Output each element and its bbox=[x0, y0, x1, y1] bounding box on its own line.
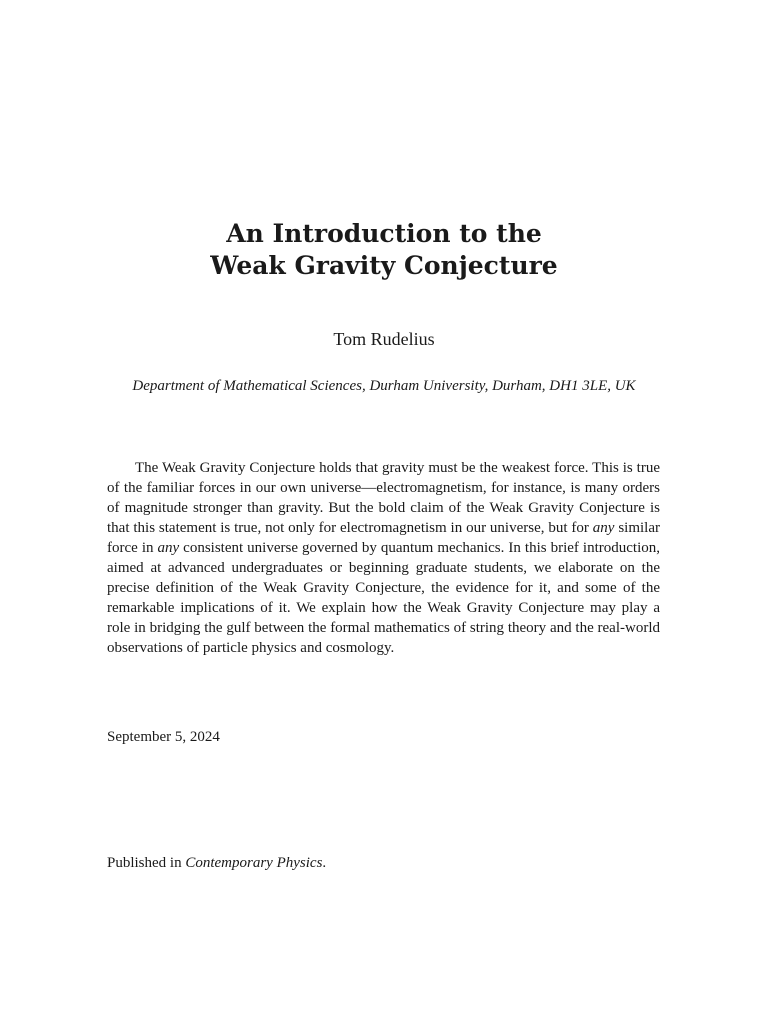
publication-prefix: Published in bbox=[107, 855, 186, 871]
publication-date: September 5, 2024 bbox=[107, 729, 220, 745]
publication-note bbox=[107, 853, 326, 873]
publication-suffix: . bbox=[322, 855, 327, 871]
paper-title-line-2: Weak Gravity Conjecture bbox=[210, 251, 558, 280]
abstract-emphasis-1: any bbox=[592, 520, 615, 536]
abstract-paragraph bbox=[107, 458, 660, 658]
paper-title-line-1: An Introduction to the bbox=[226, 219, 542, 248]
author-name: Tom Rudelius bbox=[333, 329, 435, 349]
journal-name: Contemporary Physics bbox=[185, 855, 323, 871]
author-affiliation: Department of Mathematical Sciences, Durham University, Durham, DH1 3LE, UK bbox=[132, 378, 636, 394]
abstract-emphasis-2: any bbox=[157, 540, 180, 556]
paper-title bbox=[0, 218, 768, 282]
abstract-text-1: The Weak Gravity Conjecture holds that gravity must be the weakest force. This is true of the familiar forces in our own universe—electromagnetism, for instance, is many orders of magnitude stronger than gravity. But the bold claim of the Weak Gravity Conjecture is that this statement is true, not only for electromagnetism in our universe, but for bbox=[107, 460, 660, 536]
abstract-text-3: consistent universe governed by quantum mechanics. In this brief introduction, aimed at advanced undergraduates or beginning graduate students, we elaborate on the precise definition of the Weak Gravity Conjecture, the evidence for it, and some of the remarkable implications of it. We explain how the Weak Gravity Conjecture may play a role in bridging the gulf between the formal mathematics of string theory and the real-world observations of particle physics and cosmology. bbox=[107, 540, 660, 656]
abstract-text-2: similar force in bbox=[107, 520, 660, 556]
